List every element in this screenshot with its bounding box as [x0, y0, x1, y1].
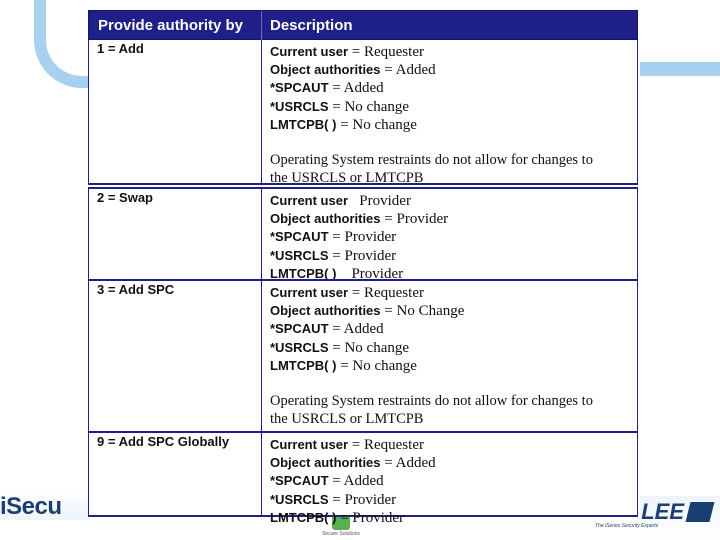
field-label: LMTCPB( ): [270, 509, 337, 525]
field-value: Provider: [348, 193, 411, 209]
field-value: = Provider: [336, 509, 405, 526]
restraint-note-line: Operating System restraints do not allow for changes to: [270, 151, 593, 168]
field-value: = Requester: [348, 285, 424, 301]
field-label: Object authorities: [270, 303, 381, 319]
isecurity-logo-text: iSecu: [0, 493, 62, 520]
column-divider: [261, 433, 262, 515]
description-line: [270, 319, 635, 337]
table-row: [88, 187, 638, 282]
field-value: = Provider: [328, 247, 397, 264]
field-value: = Added: [380, 62, 436, 79]
field-label: LMTCPB( ): [270, 116, 337, 132]
field-value: = No change: [328, 339, 410, 356]
field-label: *USRCLS: [270, 339, 329, 355]
background-band: [640, 62, 720, 76]
field-label: *USRCLS: [270, 98, 329, 114]
restraint-note-line: the USRCLS or LMTCPB: [270, 169, 424, 186]
description-cell: [270, 283, 635, 428]
field-value: = No Change: [380, 303, 465, 320]
field-label: Object authorities: [270, 211, 381, 227]
option-value: 9 = Add SPC Globally: [97, 434, 230, 449]
center-logo-text: Secure Solutions: [322, 531, 360, 537]
restraint-note-line: the USRCLS or LMTCPB: [270, 410, 424, 427]
description-line: [270, 490, 635, 508]
description-line: [270, 115, 635, 133]
lee-logo-text: LEE: [641, 499, 684, 524]
field-label: LMTCPB( ): [270, 265, 337, 281]
description-cell: [270, 191, 635, 282]
field-label: *USRCLS: [270, 491, 329, 507]
description-line: [270, 246, 635, 264]
field-label: *USRCLS: [270, 247, 329, 263]
field-label: *SPCAUT: [270, 321, 329, 337]
field-label: Current user: [270, 437, 349, 452]
field-value: = Provider: [328, 229, 397, 246]
option-value: 2 = Swap: [97, 190, 153, 205]
field-label: Current user: [270, 44, 349, 59]
spacer: [270, 133, 635, 151]
field-label: Object authorities: [270, 455, 381, 471]
isecurity-logo: [0, 492, 62, 522]
description-line: [270, 301, 635, 319]
table-header: [88, 10, 638, 40]
lee-logo: [640, 499, 716, 539]
field-value: = Provider: [380, 211, 449, 228]
description-line: [270, 435, 635, 453]
field-label: Object authorities: [270, 62, 381, 78]
field-label: LMTCPB( ): [270, 357, 337, 373]
field-value: = No change: [336, 116, 417, 133]
description-line: [270, 283, 635, 301]
restraint-note-line: Operating System restraints do not allow for changes to: [270, 392, 593, 409]
lee-logo-tagline: The iSeries Security Experts: [595, 523, 659, 529]
description-line: [270, 209, 635, 227]
table-row: [88, 431, 638, 526]
field-label: Current user: [270, 193, 349, 208]
field-label: *SPCAUT: [270, 229, 329, 245]
field-label: *SPCAUT: [270, 473, 329, 489]
description-cell: [270, 435, 635, 526]
description-line: [270, 60, 635, 78]
column-divider: [261, 189, 262, 279]
column-divider: [261, 40, 262, 183]
field-value: Provider: [336, 265, 404, 282]
description-line: [270, 97, 635, 115]
spacer: [270, 374, 635, 392]
description-line: [270, 191, 635, 209]
field-value: = No change: [336, 357, 417, 374]
description-line: [270, 78, 635, 96]
table-row: [88, 40, 638, 185]
field-value: = Added: [328, 80, 384, 97]
description-line: [270, 42, 635, 60]
description-line: [270, 338, 635, 356]
field-value: = Added: [328, 473, 384, 490]
description-line: [270, 356, 635, 374]
description-line: [270, 227, 635, 245]
field-value: = Requester: [348, 44, 424, 60]
header-provide-authority-by: Provide authority by: [98, 17, 244, 34]
field-label: Current user: [270, 285, 349, 300]
option-value: 3 = Add SPC: [97, 282, 175, 297]
option-value: 1 = Add: [97, 41, 144, 56]
description-cell: [270, 42, 635, 187]
description-line: [270, 471, 635, 489]
table-row: [88, 279, 638, 431]
field-label: *SPCAUT: [270, 80, 329, 96]
field-value: = Added: [380, 455, 436, 472]
header-description: Description: [270, 17, 353, 34]
authority-table: [88, 10, 638, 526]
column-divider: [261, 281, 262, 431]
field-value: = Added: [328, 321, 384, 338]
field-value: = Requester: [348, 437, 424, 453]
header-column-divider: [261, 11, 262, 41]
description-line: [270, 508, 635, 526]
description-line: [270, 453, 635, 471]
lee-logo-mark-icon: [686, 502, 715, 522]
field-value: = Provider: [328, 491, 397, 508]
field-value: = No change: [328, 98, 410, 115]
